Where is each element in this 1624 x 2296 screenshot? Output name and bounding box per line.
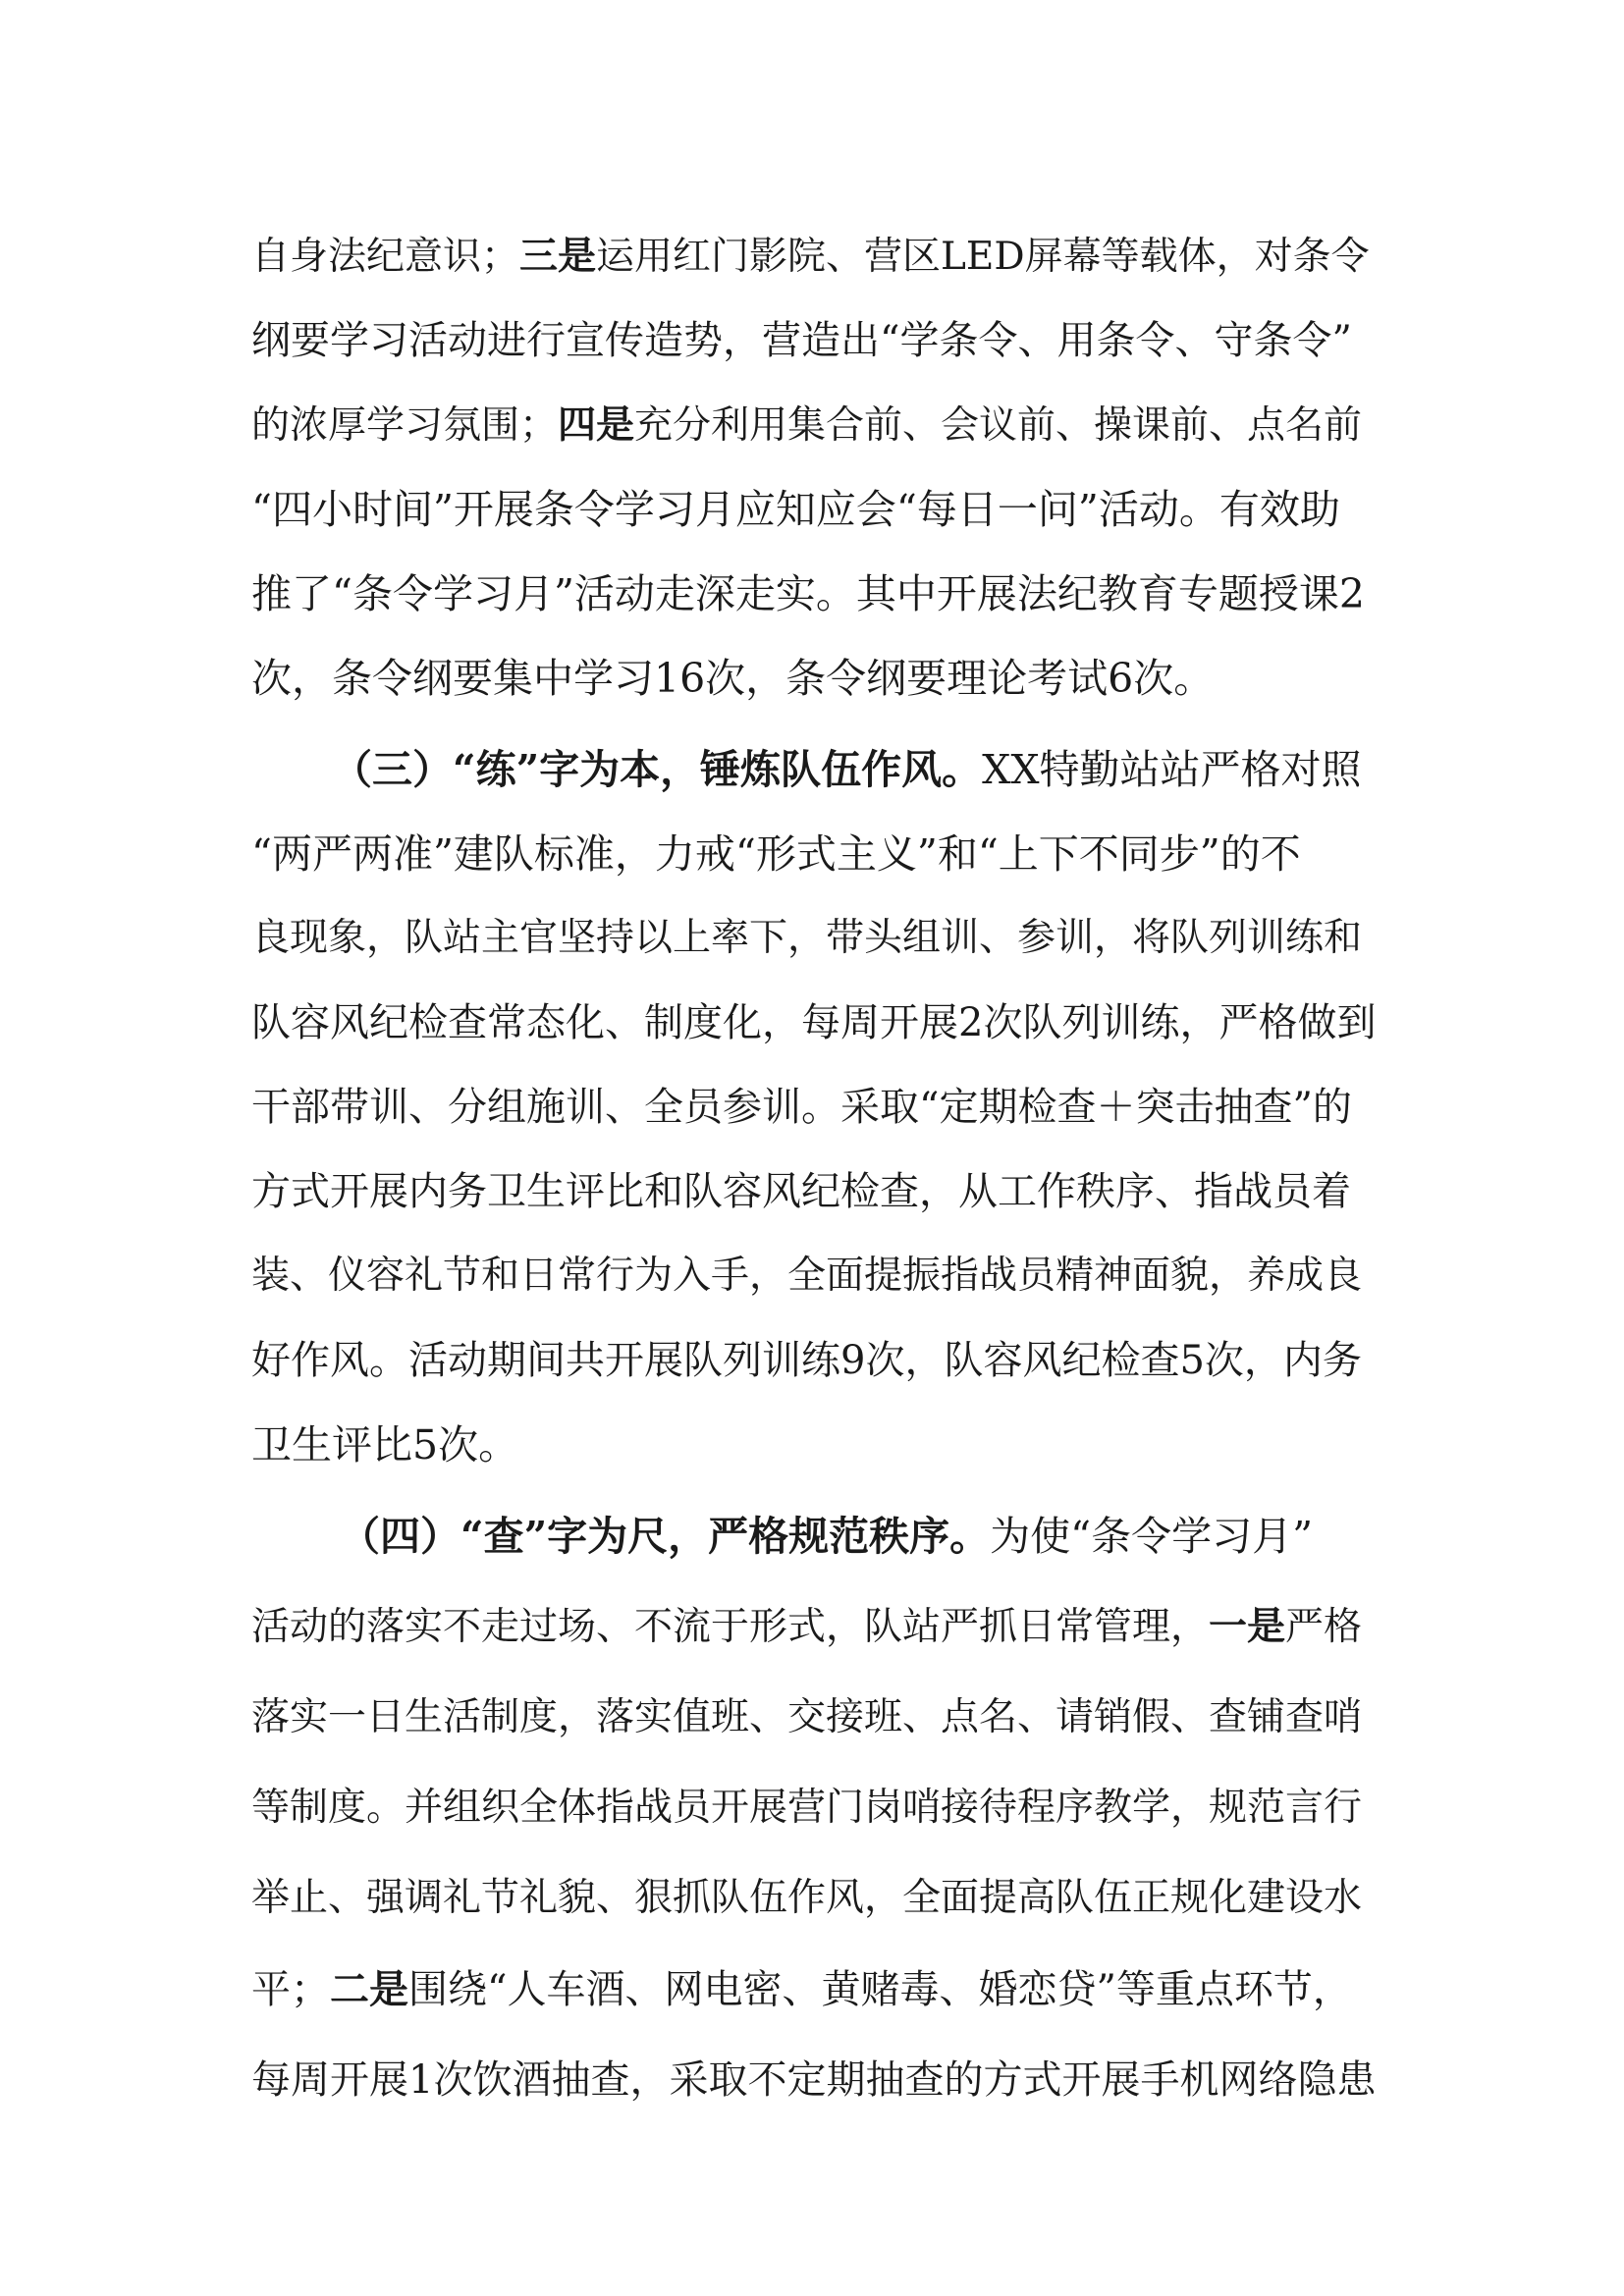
- p2-line-2: “两严两准”建队标准，力戒“形式主义”和“上下不同步”的不: [251, 830, 1301, 878]
- p1-line-4: “四小时间”开展条令学习月应知应会“每日一问”活动。有效助: [251, 486, 1340, 533]
- p3-line-2-text-a: 活动的落实不走过场、不流于形式，队站严抓日常管理，: [251, 1605, 1210, 1649]
- p1-line-2: 纲要学习活动进行宣传造势，营造出“学条令、用条令、守条令”: [251, 318, 1352, 363]
- p3-heading: （四）“查”字为尺，严格规范秩序。: [340, 1513, 991, 1560]
- p2-line-1: [332, 740, 1376, 799]
- p2-line-6: 方式开展内务卫生评比和队容风纪检查，从工作秩序、指战员着: [251, 1169, 1351, 1214]
- p2-line-8: 好作风。活动期间共开展队列训练9次，队容风纪检查5次，内务: [251, 1338, 1362, 1383]
- p3-line-2-text-c: 严格: [1285, 1605, 1363, 1649]
- p2-line-9: 卫生评比5次。: [251, 1421, 519, 1468]
- p1-line-3: [251, 396, 1376, 454]
- p3-line-4: 等制度。并组织全体指战员开展营门岗哨接待程序教学，规范言行: [251, 1786, 1363, 1830]
- p1-line-6: 次，条令纲要集中学习16次，条令纲要理论考试6次。: [251, 655, 1215, 702]
- p1-line-3-bold-sishi: 四是: [558, 402, 635, 448]
- p3-line-2: [251, 1597, 1376, 1656]
- p1-line-1: [251, 227, 1376, 286]
- p3-line-2-bold-yishi: 一是: [1209, 1604, 1286, 1649]
- p1-line-1-text-a: 自身法纪意识；: [251, 235, 520, 279]
- p2-line-1-rest: XX特勤站站严格对照: [982, 746, 1362, 793]
- p1-line-3-text-a: 的浓厚学习氛围；: [251, 403, 559, 448]
- p2-line-4: 队容风纪检查常态化、制度化，每周开展2次队列训练，严格做到: [251, 1000, 1377, 1045]
- p3-line-6: [251, 1960, 1376, 2019]
- p3-line-6-bold-ershi: 二是: [330, 1966, 408, 2012]
- p3-line-7: 每周开展1次饮酒抽查，采取不定期抽查的方式开展手机网络隐患: [251, 2057, 1377, 2103]
- p1-line-1-text-c: 运用红门影院、营区LED屏幕等载体，对条令: [596, 235, 1370, 279]
- p2-line-7: 装、仪容礼节和日常行为入手，全面提振指战员精神面貌，养成良: [251, 1254, 1363, 1298]
- p3-line-5: 举止、强调礼节礼貌、狠抓队伍作风，全面提高队伍正规化建设水: [251, 1876, 1363, 1920]
- p2-line-5: 干部带训、分组施训、全员参训。采取“定期检查＋突击抽查”的: [251, 1085, 1352, 1130]
- p3-line-1-rest: 为使“条令学习月”: [990, 1513, 1314, 1560]
- p1-line-3-text-c: 充分利用集合前、会议前、操课前、点名前: [634, 403, 1363, 448]
- p3-line-3: 落实一日生活制度，落实值班、交接班、点名、请销假、查铺查哨: [251, 1695, 1363, 1739]
- p2-heading: （三）“练”字为本，锤炼队伍作风。: [332, 746, 983, 793]
- p2-line-3: 良现象，队站主官坚持以上率下，带头组训、参训，将队列训练和: [251, 916, 1363, 960]
- p3-line-6-text-c: 围绕“人车酒、网电密、黄赌毒、婚恋贷”等重点环节，: [408, 1967, 1352, 2012]
- p3-line-6-text-a: 平；: [251, 1967, 330, 2012]
- p1-line-1-bold-sanshi: 三是: [519, 234, 597, 279]
- p3-line-1: [340, 1507, 1376, 1566]
- p1-line-5: 推了“条令学习月”活动走深走实。其中开展法纪教育专题授课2: [251, 570, 1366, 617]
